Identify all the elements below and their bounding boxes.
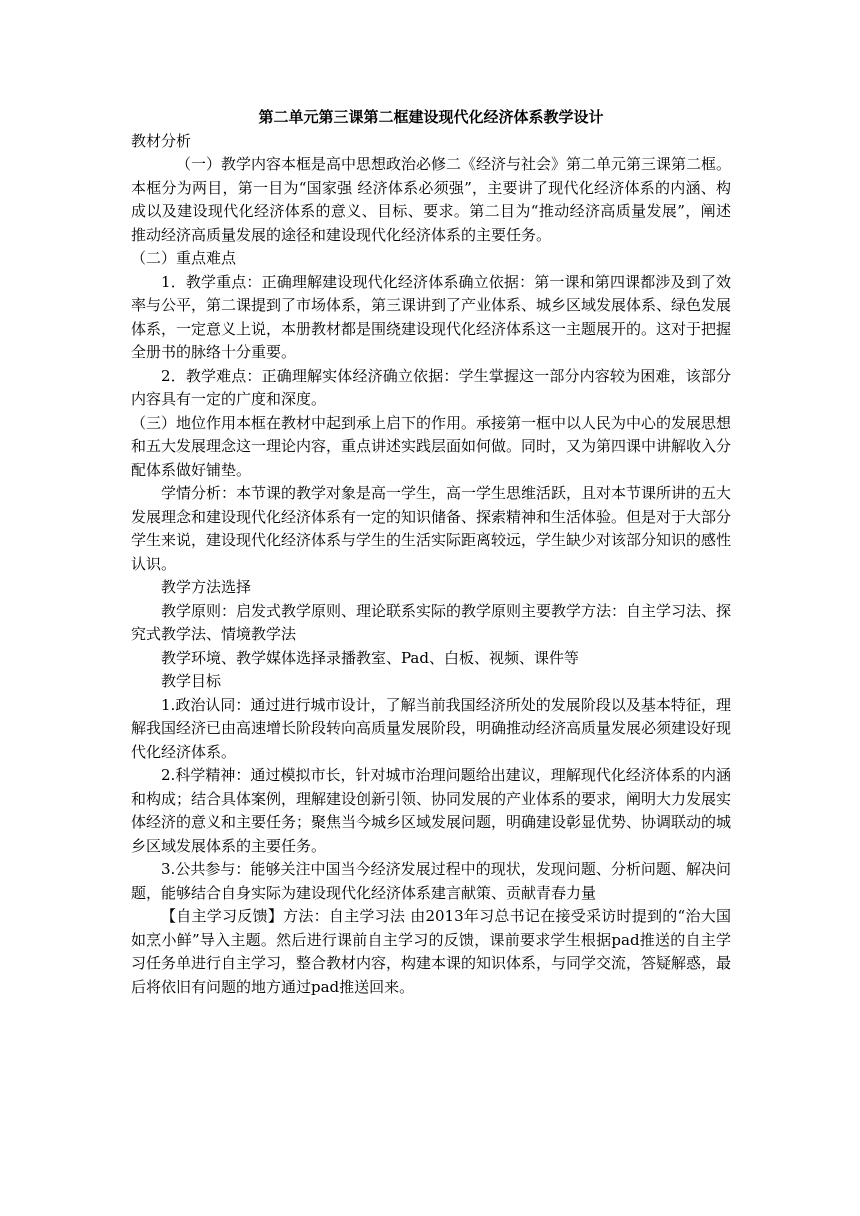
- paragraph: 教学目标: [161, 672, 222, 690]
- paragraph: 教学原则：启发式教学原则、理论联系实际的教学原则主要教学方法：自主学习法、探究式教学法、情境教学法: [131, 601, 732, 643]
- paragraph: （三）地位作用本框在教材中起到承上启下的作用。承接第一框中以人民为中心的发展思想和五大发展理念这一理论内容，重点讲述实践层面如何做。同时，又为第四课中讲解收入分配体系做好铺垫。: [131, 413, 732, 479]
- paragraph: 学情分析：本节课的教学对象是高一学生，高一学生思维活跃，且对本节课所讲的五大发展理念和建设现代化经济体系有一定的知识储备、探索精神和生活体验。但是对于大部分学生来说，建设现代化经济体系与学生的生活实际距离较远，学生缺少对该部分知识的感性认识。: [131, 484, 732, 573]
- paragraph: 1．教学重点：正确理解建设现代化经济体系确立依据：第一课和第四课都涉及到了效率与公平，第二课提到了市场体系，第三课讲到了产业体系、城乡区域发展体系、绿色发展体系，一定意义上说，本册教材都是围绕建设现代化经济体系这一主题展开的。这对于把握全册书的脉络十分重要。: [131, 272, 732, 361]
- paragraph: 2.科学精神：通过模拟市长，针对城市治理问题给出建议，理解现代化经济体系的内涵和构成；结合具体案例，理解建设创新引领、协同发展的产业体系的要求，阐明大力发展实体经济的意义和主要任务；聚焦当今城乡区域发展问题，明确建设彰显优势、协调联动的城乡区域发展体系的主要任务。: [131, 766, 732, 855]
- paragraph: 1.政治认同：通过进行城市设计，了解当前我国经济所处的发展阶段以及基本特征，理解我国经济已由高速增长阶段转向高质量发展阶段，明确推动经济高质量发展必须建设好现代化经济体系。: [131, 695, 732, 761]
- paragraph: （一）教学内容本框是高中思想政治必修二《经济与社会》第二单元第三课第二框。本框分为两目，第一目为“国家强 经济体系必须强”，主要讲了现代化经济体系的内涵、构成以及建设现代化经济体系的意义、目标、要求。第二目为“推动经济高质量发展”，阐述推动经济高质量发展的途径和建设现代化经济体系的主要任务。: [131, 155, 732, 244]
- paragraph: 2．教学难点：正确理解实体经济确立依据：学生掌握这一部分内容较为困难，该部分内容具有一定的广度和深度。: [131, 366, 731, 408]
- paragraph: 教学环境、教学媒体选择录播教室、Pad、白板、视频、课件等: [161, 648, 579, 667]
- paragraph: （二）重点难点: [131, 249, 237, 267]
- document-body: [131, 130, 731, 1000]
- paragraph: 教学方法选择: [161, 578, 252, 596]
- document-title: 第二单元第三课第二框建设现代化经济体系教学设计: [258, 108, 604, 126]
- paragraph: 教材分析: [131, 131, 192, 150]
- paragraph: 3.公共参与：能够关注中国当今经济发展过程中的现状，发现问题、分析问题、解决问题，能够结合自身实际为建设现代化经济体系建言献策、贡献青春力量: [131, 860, 731, 902]
- document-page: [131, 106, 731, 999]
- paragraph: 【自主学习反馈】方法：自主学习法 由2013年习总书记在接受采访时提到的“治大国如烹小鲜”导入主题。然后进行课前自主学习的反馈，课前要求学生根据pad推送的自主学习任务单进行自主学习，整合教材内容，构建本课的知识体系，与同学交流，答疑解惑，最后将依旧有问题的地方通过pad推送回来。: [131, 907, 732, 996]
